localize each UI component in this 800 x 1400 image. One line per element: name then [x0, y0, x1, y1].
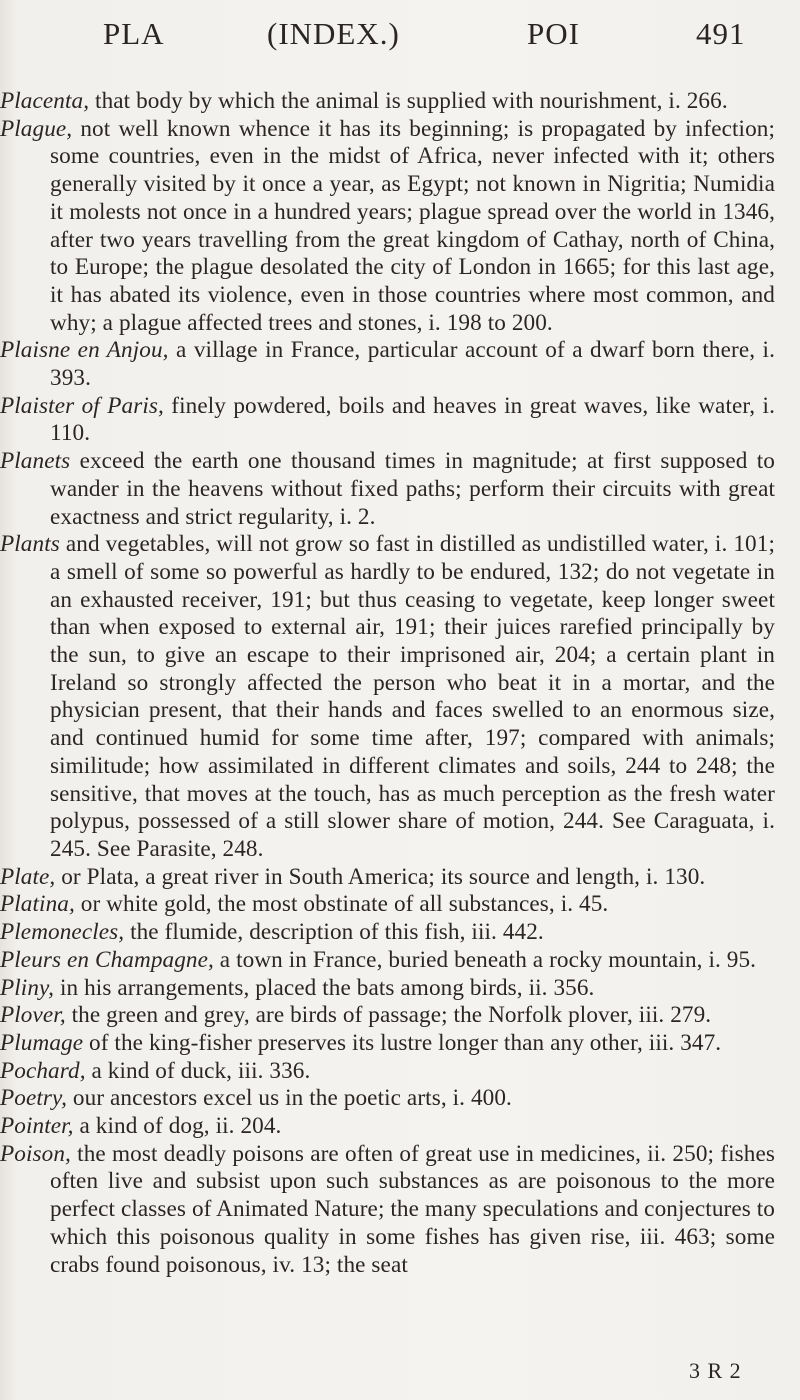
- index-entry-pleurs: [0, 947, 775, 975]
- entry-text: our ancestors excel us in the poetic arts, i. 400.: [67, 1085, 512, 1112]
- entry-headword: Pochard,: [0, 1057, 86, 1084]
- entry-headword: Platina,: [0, 891, 75, 918]
- index-entry-pliny: [0, 975, 775, 1003]
- index-entry-platina: [0, 891, 775, 919]
- entry-headword: Pleurs en Champagne,: [0, 946, 214, 973]
- running-head-right: POI: [527, 16, 580, 51]
- entry-text: or white gold, the most obstinate of all substances, i. 45.: [74, 891, 609, 918]
- entry-text: exceed the earth one thousand times in magnitude; at first supposed to wander in the heavens without fixed paths; perform their circuits with great exactness and strict regularity, i. 2.: [50, 448, 775, 530]
- entry-headword: Plaister of Paris,: [0, 392, 164, 419]
- entry-headword: Plate,: [0, 863, 56, 890]
- entry-text: not well known whence it has its beginning; is propagated by infection; some countries, even in the midst of Africa, never infected with it; others generally visited by it once a year, as Egypt; not known in Nigritia; Numidia it molests not once in a hundred years; plague spread over the world in 1346, after two years travelling from the great kingdom of Cathay, north of China, to Europe; the plague desolated the city of London in 1665; for this last age, it has abated its violence, even in those countries where most common, and why; a plague affected trees and stones, i. 198 to 200.: [50, 115, 775, 336]
- entry-text: a village in France, particular account of a dwarf born there, i. 393.: [50, 337, 775, 392]
- entry-headword: Planets: [0, 448, 71, 475]
- index-entry-plague: [0, 116, 775, 338]
- index-entries: [0, 88, 775, 1279]
- index-entry-placenta: [0, 88, 775, 116]
- entry-text: a kind of dog, ii. 204.: [73, 1113, 282, 1140]
- entry-headword: Plague,: [0, 115, 73, 142]
- entry-text: a kind of duck, iii. 336.: [85, 1057, 311, 1084]
- index-entry-plemonecles: [0, 919, 775, 947]
- index-entry-plaisne: [0, 337, 775, 392]
- running-head-left: PLA: [103, 16, 165, 51]
- entry-headword: Pliny,: [0, 974, 55, 1001]
- index-entry-plaister: [0, 393, 775, 448]
- entry-headword: Plumage: [0, 1029, 84, 1056]
- entry-headword: Poison,: [0, 1140, 71, 1167]
- entry-text: in his arrangements, placed the bats among birds, ii. 356.: [54, 974, 595, 1001]
- running-head-center: (INDEX.): [267, 16, 400, 51]
- entry-headword: Plemonecles,: [0, 919, 125, 946]
- index-entry-poetry: [0, 1085, 775, 1113]
- entry-headword: Pointer,: [0, 1113, 74, 1140]
- entry-text: or Plata, a great river in South America; its source and length, i. 130.: [55, 863, 706, 890]
- entry-headword: Plants: [0, 531, 60, 558]
- index-entry-planets: [0, 448, 775, 531]
- entry-text: the most deadly poisons are often of great use in medicines, ii. 250; fishes often live and subsist upon such substances as are poisonous to the more perfect classes of Animated Nature; the many speculations and conjectures to which this poisonous quality in some fishes has given rise, iii. 463; some crabs found poisonous, iv. 13; the seat: [50, 1140, 775, 1278]
- index-entry-pochard: [0, 1058, 775, 1086]
- running-head: [0, 16, 800, 60]
- entry-text: finely powdered, boils and heaves in great waves, like water, i. 110.: [50, 392, 775, 447]
- index-entry-pointer: [0, 1113, 775, 1141]
- entry-text: the green and grey, are birds of passage; the Norfolk plover, iii. 279.: [65, 1002, 712, 1029]
- index-entry-plover: [0, 1002, 775, 1030]
- entry-text: that body by which the animal is supplied with nourishment, i. 266.: [89, 88, 728, 114]
- signature-mark: 3 R 2: [689, 1358, 742, 1383]
- index-entry-poison: [0, 1141, 775, 1280]
- entry-headword: Plaisne en Anjou,: [0, 337, 169, 364]
- page-number: 491: [696, 16, 746, 51]
- index-entry-plants: [0, 531, 775, 863]
- entry-text: the flumide, description of this fish, iii. 442.: [124, 919, 544, 946]
- entry-text: a town in France, buried beneath a rocky mountain, i. 95.: [213, 946, 757, 973]
- index-entry-plate: [0, 864, 775, 892]
- entry-headword: Poetry,: [0, 1085, 68, 1112]
- entry-headword: Plover,: [0, 1002, 66, 1029]
- entry-text: and vegetables, will not grow so fast in distilled as undistilled water, i. 101; a smell of some so powerful as hardly to be endured, 132; do not vegetate in an exhausted receiver, 191; but thus ceasing to vegetate, keep longer sweet than when exposed to external air, 191; their juices rarefied principally by the sun, to give an escape to their imprisoned air, 204; a certain plant in Ireland so strongly affected the person who beat it in a mortar, and the physician present, that their hands and faces swelled to an enormous size, and continued humid for some time after, 197; compared with animals; similitude; how assimilated in different climates and soils, 244 to 248; the sensitive, that moves at the touch, has as much perception as the fresh water polypus, possessed of a still slower share of motion, 244. See Caraguata, i. 245. See Parasite, 248.: [50, 531, 775, 862]
- index-entry-plumage: [0, 1030, 775, 1058]
- entry-headword: Placenta,: [0, 88, 90, 114]
- entry-text: of the king-fisher preserves its lustre longer than any other, iii. 347.: [83, 1029, 722, 1056]
